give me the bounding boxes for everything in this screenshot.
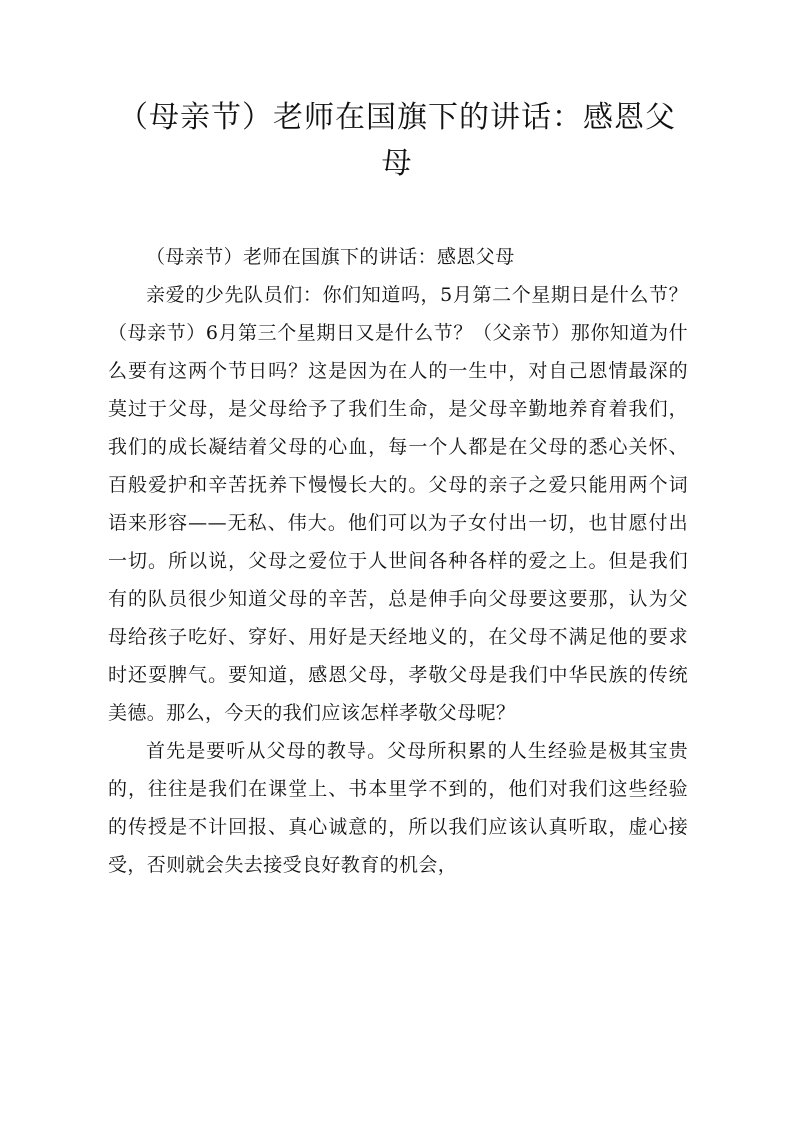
document-title: （母亲节）老师在国旗下的讲话：感恩父母 bbox=[118, 100, 676, 181]
document-body bbox=[108, 238, 688, 884]
paragraph-listen-to-parents: 首先是要听从父母的教导。父母所积累的人生经验是极其宝贵的，往往是我们在课堂上、书本里学不到的，他们对我们这些经验的传授是不计回报、真心诚意的，所以我们应该认真听取，虚心接受，否则就会失去接受良好教育的机会， bbox=[108, 740, 688, 876]
paragraph-subtitle: （母亲节）老师在国旗下的讲话：感恩父母 bbox=[146, 246, 515, 268]
paragraph-introduction: 亲爱的少先队员们：你们知道吗，5月第二个星期日是什么节？（母亲节）6月第三个星期日又是什么节？（父亲节）那你知道为什么要有这两个节日吗？这是因为在人的一生中，对自己恩情最深的莫过于父母，是父母给予了我们生命，是父母辛勤地养育着我们，我们的成长凝结着父母的心血，每一个人都是在父母的悉心关怀、百般爱护和辛苦抚养下慢慢长大的。父母的亲子之爱只能用两个词语来形容——无私、伟大。他们可以为子女付出一切，也甘愿付出一切。所以说，父母之爱位于人世间各种各样的爱之上。但是我们有的队员很少知道父母的辛苦，总是伸手向父母要这要那，认为父母给孩子吃好、穿好、用好是天经地义的，在父母不满足他的要求时还耍脾气。要知道，感恩父母，孝敬父母是我们中华民族的传统美德。那么，今天的我们应该怎样孝敬父母呢？ bbox=[108, 284, 688, 724]
